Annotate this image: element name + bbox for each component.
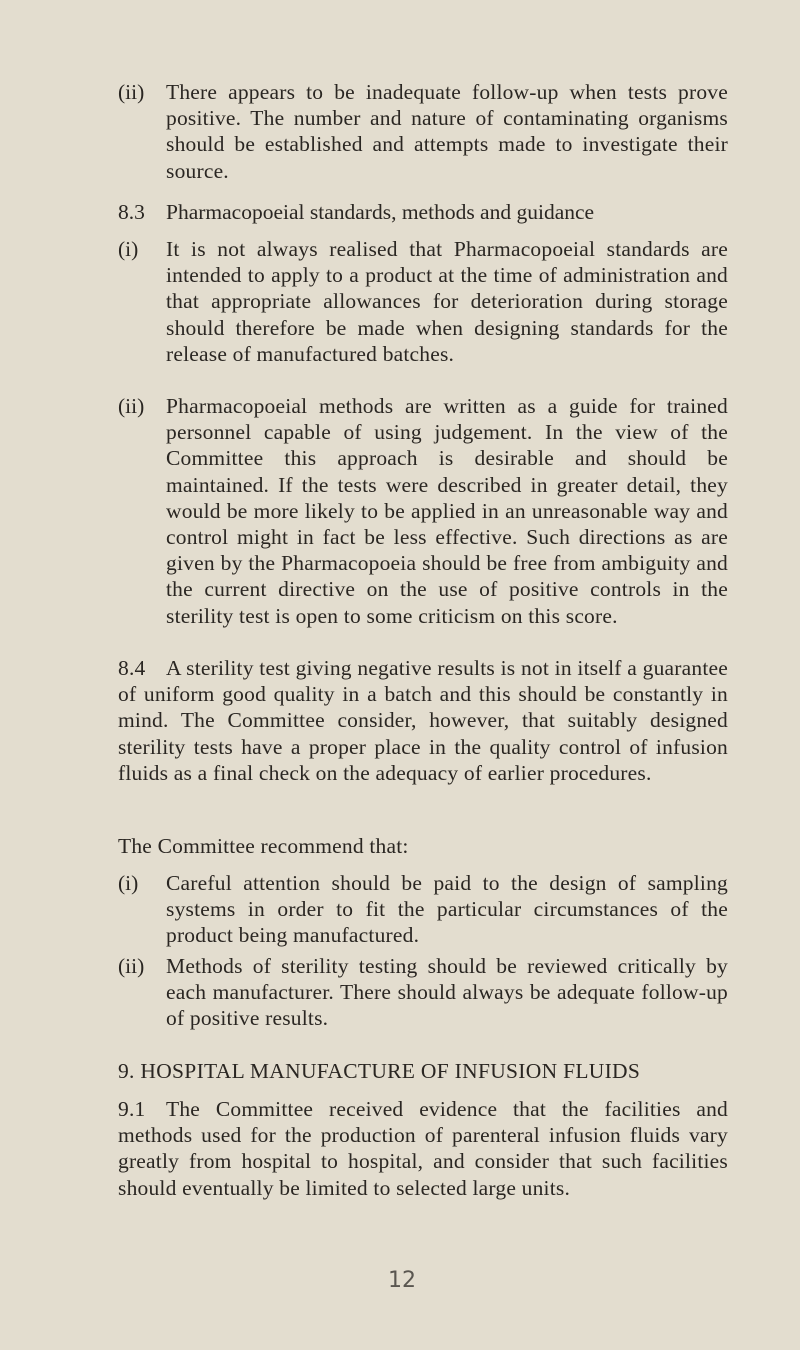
section-number: 8.3 (118, 200, 145, 224)
item-number: (i) (118, 237, 139, 261)
item-number: (ii) (118, 394, 145, 418)
paragraph-9-1 (118, 1096, 728, 1201)
item-number: (i) (118, 871, 139, 895)
section-heading: Pharmacopoeial standards, methods and guidance (166, 200, 595, 224)
section-number: 8.4 (118, 656, 146, 680)
paragraph-sampling: Careful attention should be paid to the design of sampling systems in order to fit the particular circumstances of the product being manufactured. (166, 871, 728, 948)
paragraph-sterility-testing: Methods of sterility testing should be reviewed critically by each manufacturer. There should always be adequate follow-up of positive results. (166, 954, 728, 1031)
item-number: (ii) (118, 954, 145, 978)
item-number: (ii) (118, 80, 145, 104)
paragraph-standards: It is not always realised that Pharmacopoeial standards are intended to apply to a product at the time of administration and that appropriate allowances for deterioration during storage should therefore be made when designing standards for the release of manufactured batches. (166, 237, 728, 366)
paragraph-8-4 (118, 655, 728, 786)
chapter-heading: 9. HOSPITAL MANUFACTURE OF INFUSION FLUIDS (118, 1059, 641, 1083)
recommend-intro: The Committee recommend that: (118, 834, 409, 858)
section-number: 9.1 (118, 1097, 146, 1121)
paragraph-9-1-text: The Committee received evidence that the facilities and methods used for the production of parenteral infusion fluids vary greatly from hospital to hospital, and consider that such facilities should eventually be limited to selected large units. (118, 1097, 728, 1200)
paragraph-follow-up: There appears to be inadequate follow-up when tests prove positive. The number and nature of contaminating organisms should be established and attempts made to investigate their source. (166, 80, 728, 183)
paragraph-methods: Pharmacopoeial methods are written as a guide for trained personnel capable of using judgement. In the view of the Committee this approach is desirable and should be maintained. If the tests were described in greater detail, they would be more likely to be applied in an unreasonable way and control might in fact be less effective. Such directions as are given by the Pharmacopoeia should be free from ambiguity and the current directive on the use of positive controls in the sterility test is open to some criticism on this score. (166, 394, 728, 628)
paragraph-8-4-text: A sterility test giving negative results is not in itself a guarantee of uniform good quality in a batch and this should be constantly in mind. The Committee consider, however, that suitably designed sterility tests have a proper place in the quality control of infusion fluids as a final check on the adequacy of earlier procedures. (118, 656, 728, 785)
page-number: 12 (388, 1268, 416, 1293)
